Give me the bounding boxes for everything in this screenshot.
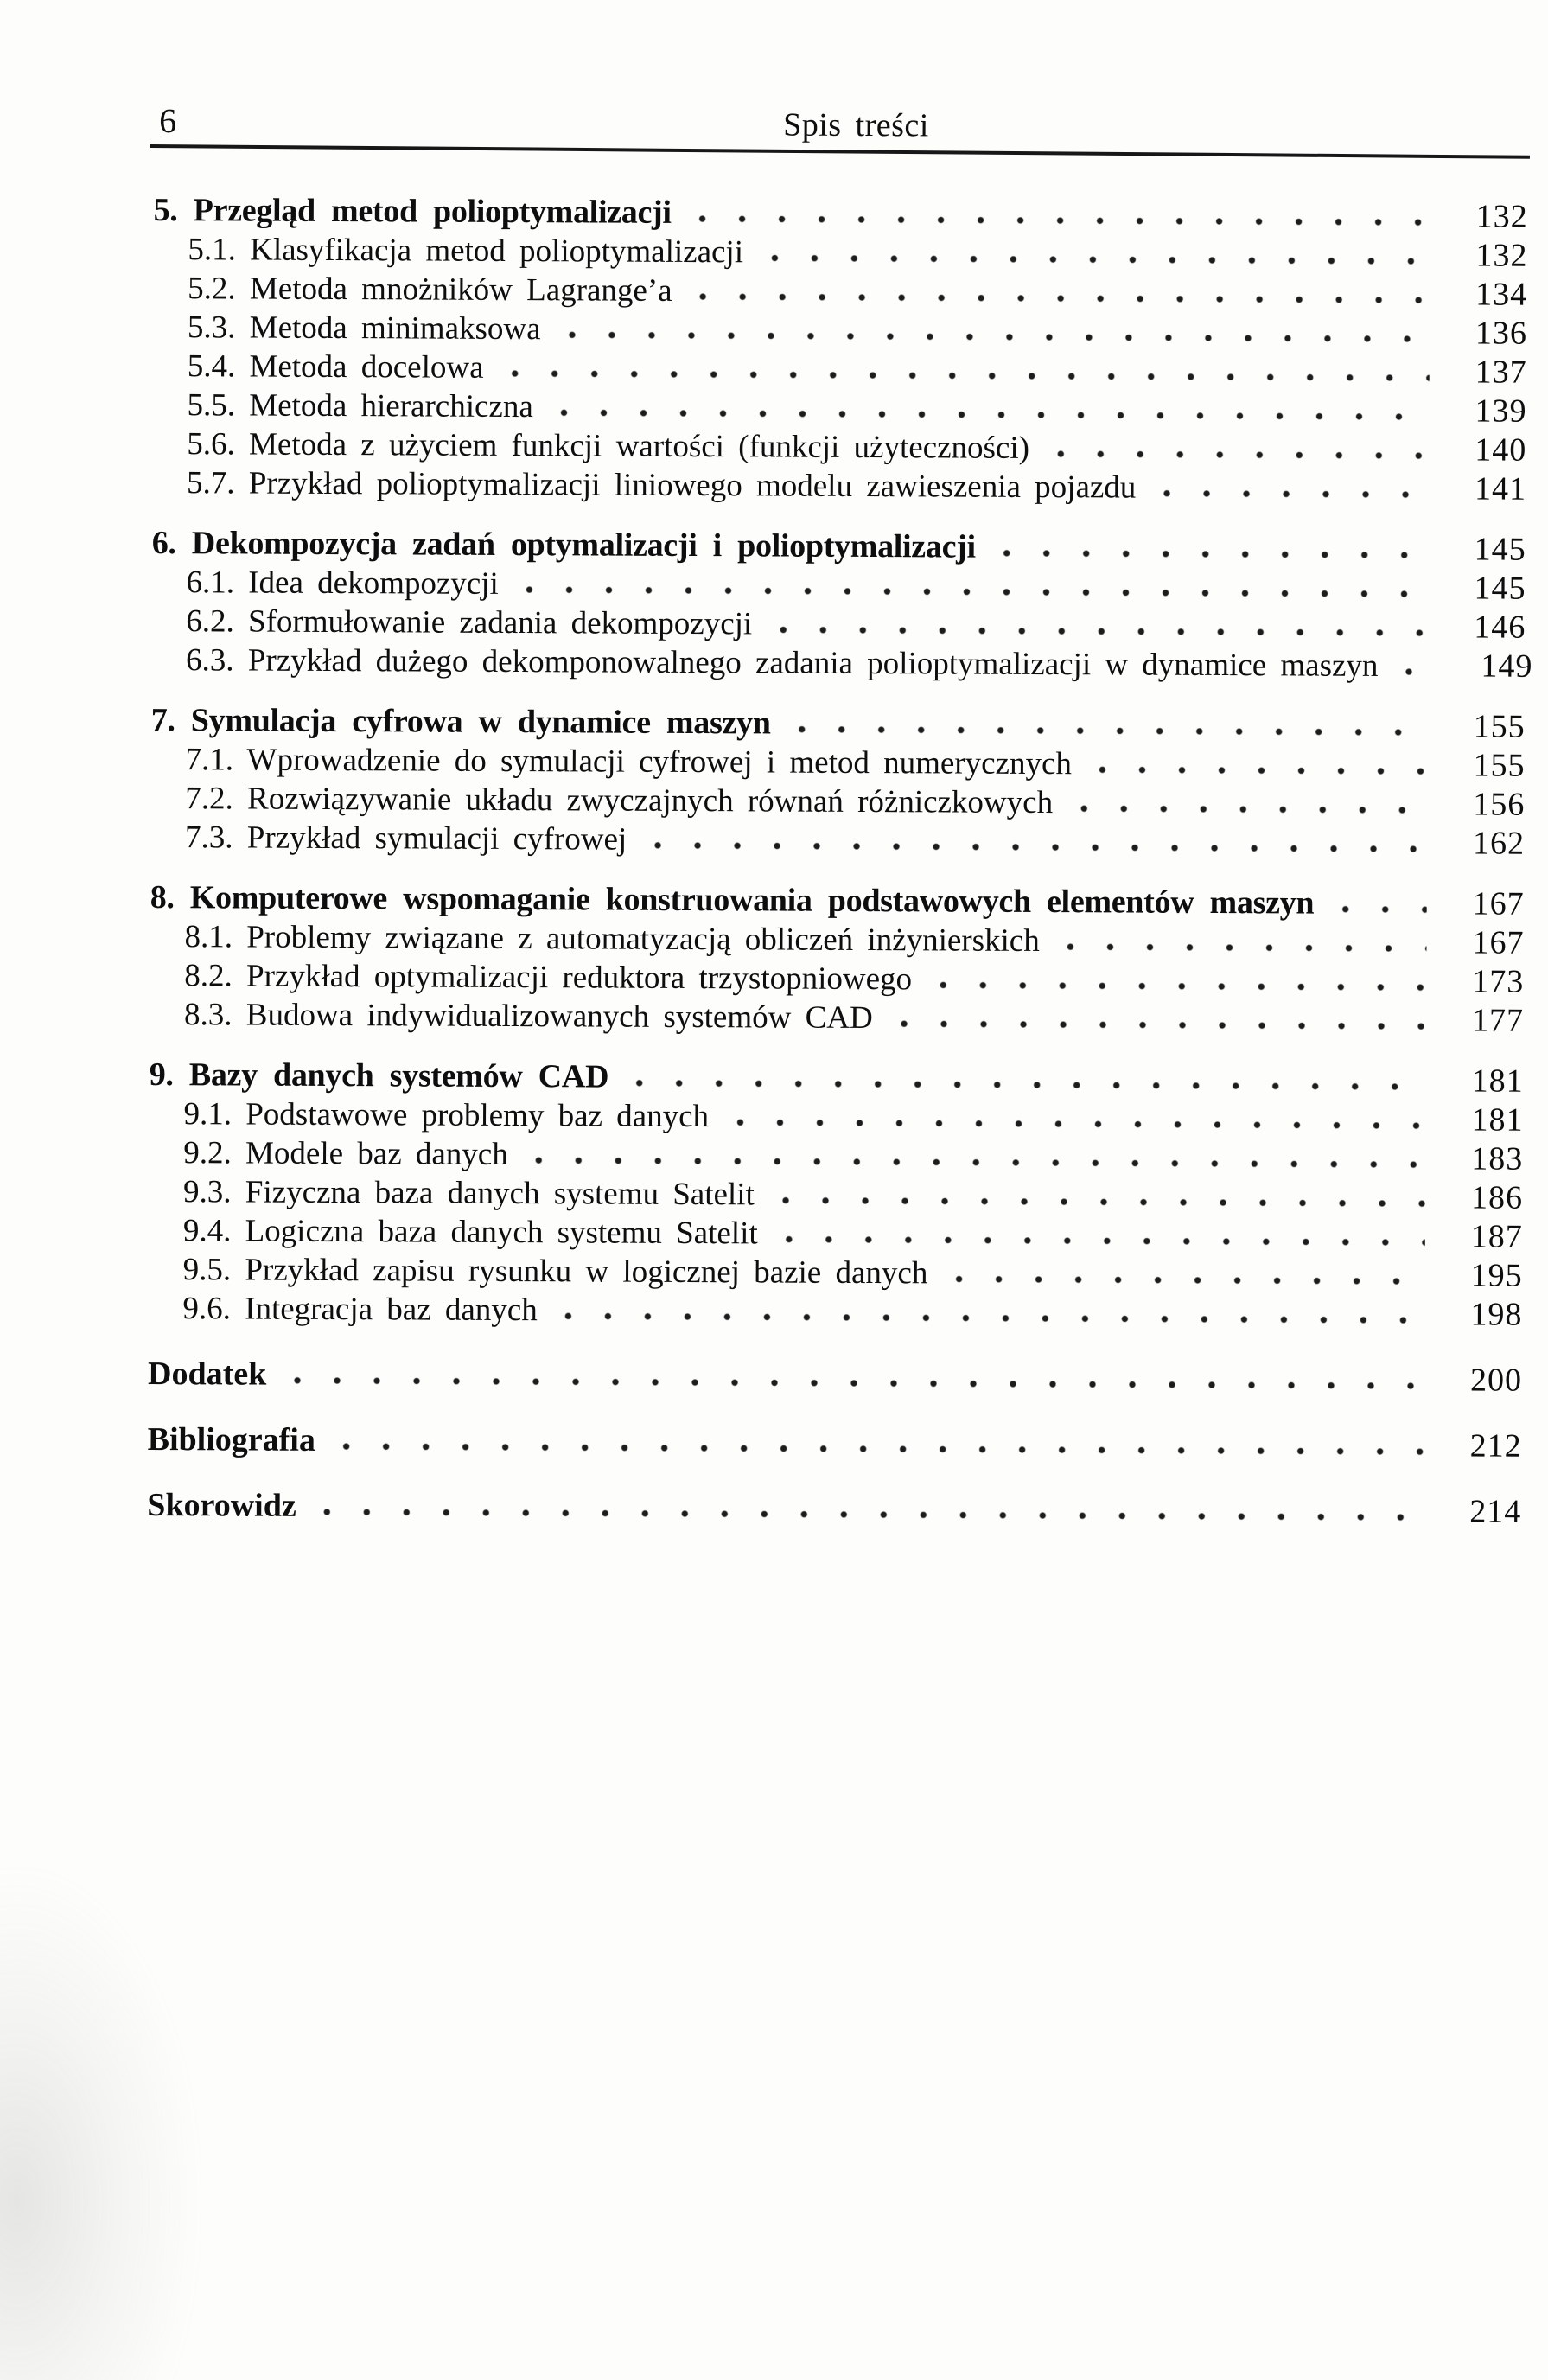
- toc-entry-title: 5.2. Metoda mnożników Lagrange’a: [188, 271, 672, 309]
- dot-leader: [693, 273, 1430, 304]
- header-page-number: 6: [159, 101, 177, 141]
- toc-item-row: [152, 424, 1526, 470]
- dot-leader: [692, 195, 1430, 227]
- toc-entry-page: 155: [1473, 708, 1526, 745]
- toc-entry-title: 8.1. Problemy związane z automatyzacją obliczeń inżynierskich: [184, 919, 1040, 960]
- toc-item-row: [150, 818, 1525, 864]
- dot-leader: [287, 1357, 1424, 1390]
- toc-item-row: [153, 269, 1527, 315]
- toc-item-row: [149, 1172, 1523, 1218]
- toc-entry-page: 149: [1481, 648, 1533, 685]
- toc-entry-page: 137: [1475, 354, 1527, 391]
- toc-item-row: [150, 995, 1524, 1041]
- toc-entry-page: 214: [1469, 1493, 1522, 1530]
- toc-entry-page: 140: [1475, 431, 1527, 469]
- dot-leader: [1050, 431, 1429, 460]
- toc-item-row: [151, 563, 1526, 609]
- toc-section-row: [151, 701, 1526, 747]
- dot-leader: [562, 311, 1430, 343]
- toc-section-row: [152, 524, 1526, 570]
- toc-entry-page: 155: [1473, 747, 1526, 784]
- toc-item-row: [153, 347, 1527, 392]
- toc-item-row: [149, 1211, 1523, 1257]
- toc-entry-title: 5.3. Metoda minimaksowa: [187, 309, 541, 348]
- dot-leader: [775, 1177, 1425, 1209]
- toc-entry-title: 6.1. Idea dekompozycji: [186, 565, 499, 602]
- toc-entry-page: 195: [1470, 1257, 1523, 1294]
- dot-leader: [529, 1137, 1426, 1169]
- toc-backmatter-row: [148, 1420, 1522, 1466]
- dot-leader: [317, 1489, 1424, 1522]
- dot-leader: [997, 530, 1429, 559]
- toc-item-row: [150, 779, 1525, 825]
- toc-item-row: [153, 230, 1527, 276]
- toc-entry-page: 212: [1469, 1427, 1522, 1464]
- page-title: Spis treści: [783, 106, 930, 144]
- toc-entry-page: 181: [1471, 1062, 1524, 1100]
- toc-entry-title: Dodatek: [147, 1355, 267, 1393]
- toc-item-row: [149, 1250, 1523, 1296]
- toc-entry-title: 9.4. Logiczna baza danych systemu Satelit: [182, 1213, 758, 1252]
- dot-leader: [1335, 886, 1427, 915]
- toc-entry-title: 9.6. Integracja baz danych: [182, 1291, 538, 1329]
- dot-leader: [554, 389, 1430, 421]
- toc-entry-page: 156: [1473, 786, 1526, 823]
- header-rule: [150, 144, 1530, 159]
- dot-leader: [1073, 785, 1427, 814]
- toc-entry-page: 145: [1474, 531, 1526, 568]
- toc-section-row: [150, 1056, 1524, 1101]
- dot-leader: [779, 1216, 1425, 1247]
- toc-section-row: [154, 191, 1528, 237]
- toc-entry-page: 173: [1472, 963, 1525, 1000]
- toc-entry-title: 5.4. Metoda docelowa: [187, 348, 484, 386]
- toc-entry-page: 145: [1474, 570, 1526, 607]
- toc-backmatter-row: [148, 1355, 1522, 1401]
- toc-entry-page: 167: [1472, 885, 1525, 922]
- dot-leader: [629, 1060, 1426, 1092]
- dot-leader: [894, 1000, 1426, 1030]
- dot-leader: [948, 1255, 1424, 1286]
- toc-entry-title: 7. Symulacja cyfrowa w dynamice maszyn: [150, 701, 771, 742]
- dot-leader: [764, 234, 1430, 265]
- toc-entry-title: 7.1. Wprowadzenie do symulacji cyfrowej i metod numerycznych: [185, 742, 1073, 782]
- toc-item-row: [152, 386, 1526, 431]
- toc-entry-page: 177: [1471, 1002, 1525, 1039]
- toc-entry-page: 134: [1475, 276, 1528, 313]
- dot-leader: [519, 566, 1429, 598]
- toc-entry-page: 198: [1470, 1296, 1523, 1333]
- toc-entry-title: Skorowidz: [147, 1486, 296, 1524]
- toc-entry-title: 9.1. Podstawowe problemy baz danych: [183, 1096, 710, 1135]
- toc-entry-page: 200: [1469, 1362, 1523, 1399]
- dot-leader: [729, 1099, 1426, 1130]
- toc-item-row: [150, 740, 1525, 786]
- toc-entry-page: 132: [1475, 237, 1528, 274]
- toc-entry-title: 8. Komputerowe wspomaganie konstruowania podstawowych elementów maszyn: [150, 878, 1315, 922]
- toc-entry-title: 6.2. Sformułowanie zadania dekompozycji: [186, 603, 753, 642]
- toc-item-row: [152, 463, 1526, 509]
- toc-entry-page: 132: [1475, 198, 1528, 235]
- toc-entry-title: 5. Przegląd metod polioptymalizacji: [153, 191, 672, 231]
- toc-entry-page: 167: [1472, 924, 1525, 961]
- toc-entry-page: 186: [1470, 1179, 1524, 1216]
- toc-item-row: [150, 917, 1524, 963]
- toc-entry-page: 181: [1471, 1101, 1524, 1139]
- toc-entry-page: 139: [1475, 392, 1527, 430]
- toc-entry-title: 7.3. Przykład symulacji cyfrowej: [184, 820, 627, 858]
- toc-entry-title: 8.3. Budowa indywidualizowanych systemów CAD: [183, 997, 873, 1037]
- toc-entry-title: 8.2. Przykład optymalizacji reduktora trzystopniowego: [184, 958, 913, 998]
- dot-leader: [558, 1292, 1425, 1324]
- toc-item-row: [149, 1094, 1523, 1140]
- toc-entry-title: 6.3. Przykład dużego dekomponowalnego zadania polioptymalizacji w dynamice maszyn: [185, 642, 1379, 684]
- toc-item-row: [151, 602, 1526, 648]
- dot-leader: [1398, 648, 1435, 676]
- toc-entry-title: 9.5. Przykład zapisu rysunku w logicznej bazie danych: [182, 1252, 928, 1292]
- toc-entry-page: 136: [1475, 315, 1528, 352]
- toc-entry-title: 9.3. Fizyczna baza danych systemu Satelit: [182, 1174, 755, 1213]
- toc-entry-page: 162: [1472, 825, 1526, 862]
- toc-entry-title: Bibliografia: [147, 1420, 316, 1458]
- toc-item-row: [150, 956, 1524, 1002]
- toc-entry-title: 7.2. Rozwiązywanie układu zwyczajnych równań różniczkowych: [185, 781, 1054, 821]
- dot-leader: [773, 606, 1428, 637]
- toc-item-row: [149, 1133, 1523, 1179]
- dot-leader: [504, 350, 1429, 382]
- toc-section-row: [150, 878, 1525, 924]
- dot-leader: [1156, 470, 1429, 500]
- toc-entry-title: 5.6. Metoda z użyciem funkcji wartości (funkcji użyteczności): [187, 426, 1030, 466]
- toc-entry-title: 6. Dekompozycja zadań optymalizacji i polioptymalizacji: [151, 524, 976, 565]
- dot-leader: [933, 961, 1426, 992]
- toc-entry-page: 141: [1474, 470, 1527, 507]
- toc-entry-title: 5.7. Przykład polioptymalizacji liniowego modelu zawieszenia pojazdu: [187, 465, 1137, 506]
- toc-backmatter-row: [147, 1486, 1521, 1532]
- dot-leader: [647, 822, 1427, 853]
- toc-entry-title: 9. Bazy danych systemów CAD: [149, 1056, 609, 1095]
- dot-leader: [336, 1423, 1424, 1456]
- toc-item-row: [151, 641, 1533, 686]
- toc-entry-title: 5.5. Metoda hierarchiczna: [187, 387, 533, 425]
- toc-item-row: [153, 308, 1527, 354]
- dot-leader: [1061, 923, 1427, 953]
- toc-entry-page: 146: [1474, 609, 1526, 646]
- dot-leader: [1093, 746, 1428, 775]
- dot-leader: [792, 706, 1428, 737]
- toc-list: [147, 191, 1533, 1532]
- toc-entry-page: 183: [1471, 1140, 1524, 1177]
- toc-entry-title: 5.1. Klasyfikacja metod polioptymalizacji: [188, 232, 744, 271]
- toc-entry-title: 9.2. Modele baz danych: [183, 1135, 508, 1173]
- toc-entry-page: 187: [1470, 1218, 1523, 1255]
- toc-item-row: [148, 1289, 1522, 1335]
